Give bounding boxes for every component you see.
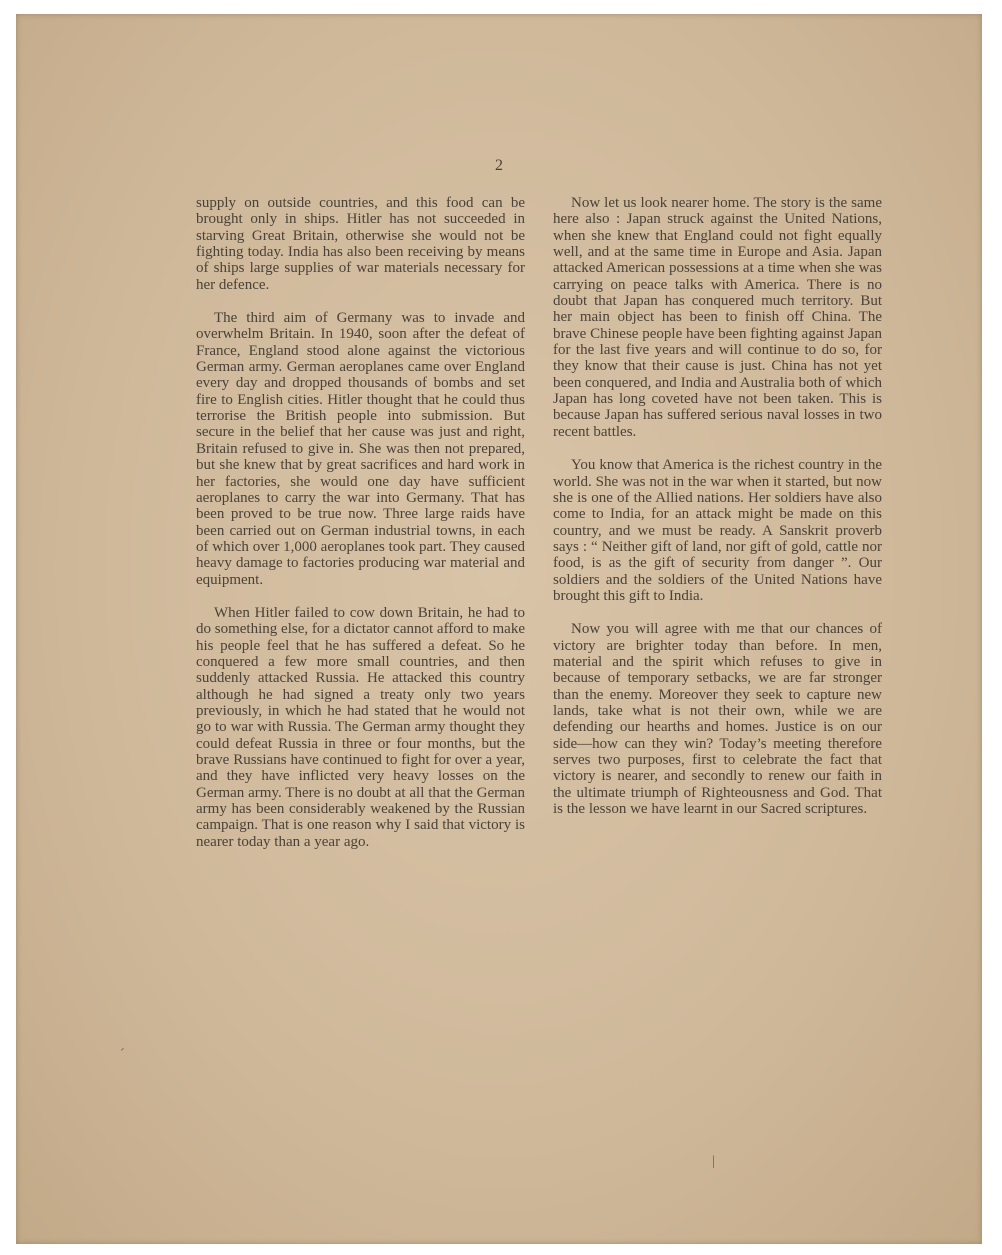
paper-sheet bbox=[16, 14, 982, 1244]
left-paragraph-3: When Hitler failed to cow down Britain, he had to do something else, for a dictator cannot afford to make his people feel that he has suffered a defeat. So he conquered a few more small countries, and then suddenly attacked Russia. He attacked this country although he had signed a treaty only two years previously, in which he had stated that he would not go to war with Russia. The German army thought they could defeat Russia in three or four months, but the brave Russians have continued to fight for over a year, and they have inflicted very heavy losses on the German army. There is no doubt at all that the German army has been considerably weakened by the Russian campaign. That is one reason why I said that victory is nearer today than a year ago. bbox=[196, 604, 525, 850]
right-paragraph-2: You know that America is the richest country in the world. She was not in the war when it started, but now she is one of the Allied nations. Her soldiers have also come to India, for an attack might be made on this country, and we must be ready. A Sanskrit proverb says : “ Neither gift of land, nor gift of gold, cattle nor food, is as the gift of security from danger ”. Our soldiers and the soldiers of the United Nations have brought this gift to India. bbox=[553, 457, 882, 604]
right-paragraph-3: Now you will agree with me that our chances of victory are brighter today than before. In men, material and the spirit which refuses to give in because of temporary setbacks, we are far stronger than the enemy. Moreover they seek to capture new lands, take what is not their own, while we are defending our hearths and homes. Justice is on our side—how can they win? Today’s meeting therefore serves two purposes, first to celebrate the fact that victory is nearer, and secondly to renew our faith in the ultimate triumph of Righteousness and God. That is the lesson we have learnt in our Sacred scriptures. bbox=[553, 621, 882, 818]
right-text-column bbox=[553, 195, 882, 817]
left-text-column bbox=[196, 195, 525, 850]
left-paragraph-2: The third aim of Germany was to invade and overwhelm Britain. In 1940, soon after the defeat of France, England stood alone against the victorious German army. German aeroplanes came over England every day and dropped thousands of bombs and set fire to English cities. Hitler thought that he could thus terrorise the British people into submission. But secure in the belief that her cause was just and right, Britain refused to give in. She was then not prepared, but she knew that by great sacrifices and hard work in her factories, she would one day have sufficient aeroplanes to carry the war into Germany. That has been proved to be true now. Three large raids have been carried out on German industrial towns, in each of which over 1,000 aeroplanes took part. They caused heavy damage to factories producing war material and equipment. bbox=[196, 310, 525, 588]
left-paragraph-1: supply on outside countries, and this food can be brought only in ships. Hitler has not succeeded in starving Great Britain, otherwise she would not be fighting today. India has also been receiving by means of ships large supplies of war materials necessary for her defence. bbox=[196, 195, 525, 293]
stray-pencil-mark: ˊ bbox=[120, 1047, 125, 1062]
right-paragraph-1: Now let us look nearer home. The story is the same here also : Japan struck against the United Nations, when she knew that England could not fight equally well, and at the same time in Europe and Asia. Japan attacked American possessions at a time when she was carrying on peace talks with America. There is no doubt that Japan has conquered much territory. But her main object has been to finish off China. The brave Chinese people have been fighting against Japan for the last five years and will continue to do so, for they know that their cause is just. China has not yet been conquered, and India and Australia both of which Japan has long coveted have not been taken. This is because Japan has suffered serious naval losses in two recent battles. bbox=[553, 195, 882, 440]
page-number: 2 bbox=[495, 157, 503, 174]
stray-pencil-mark: | bbox=[712, 1154, 715, 1169]
